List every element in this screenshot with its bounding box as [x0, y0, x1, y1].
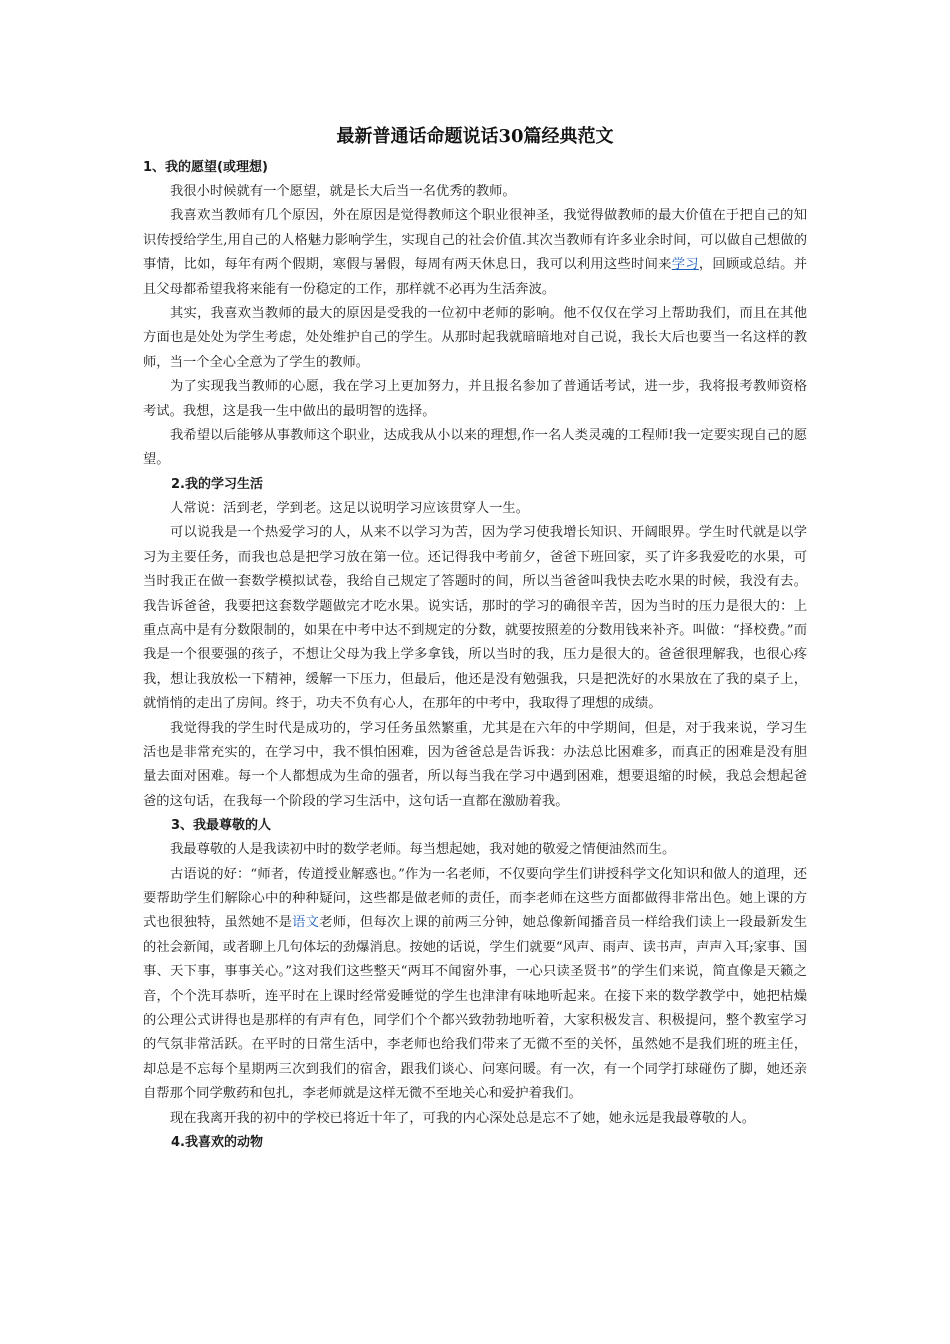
section-heading-2: 2.我的学习生活 — [171, 476, 263, 492]
section-heading-1: 1、我的愿望(或理想) — [143, 160, 268, 175]
paragraph: 我很小时候就有一个愿望，就是长大后当一名优秀的教师。 — [170, 184, 516, 199]
paragraph: 我希望以后能够从事教师这个职业，达成我从小以来的理想,作一名人类灵魂的工程师!我一定要实现自己的愿望。 — [143, 428, 807, 468]
paragraph: 人常说：活到老，学到老。这足以说明学习应该贯穿人一生。 — [170, 500, 530, 516]
paragraph-with-link — [143, 863, 807, 1107]
paragraph-text: 我喜欢当教师有几个原因，外在原因是觉得教师这个职业很神圣，我觉得做教师的最大价值在于把自己的知识传授给学生,用自己的人格魅力影响学生，实现自己的社会价值.其次当教师有许多业余时间，可以做自己想做的事情，比如，每年有两个假期，寒假与暑假，每周有两天休息日，我可以利用这些时间来 — [143, 208, 807, 273]
paragraph: 可以说我是一个热爱学习的人，从来不以学习为苦，因为学习使我增长知识、开阔眼界。学生时代就是以学习为主要任务，而我也总是把学习放在第一位。还记得我中考前夕，爸爸下班回家，买了许多我爱吃的水果，可当时我正在做一套数学模拟试卷，我给自己规定了答题时的间，所以当爸爸叫我快去吃水果的时候，我没有去。我告诉爸爸，我要把这套数学题做完才吃水果。说实话，那时的学习的确很辛苦，因为当时的压力是很大的：上重点高中是有分数限制的，如果在中考中达不到规定的分数，就要按照差的分数用钱来补齐。叫做：“择校费。”而我是一个很要强的孩子，不想让父母为我上学多拿钱，所以当时的我，压力是很大的。爸爸很理解我，也很心疼我，想让我放松一下精神，缓解一下压力，但最后，他还是没有勉强我，只是把洗好的水果放在了我的桌子上，就悄悄的走出了房间。终于，功夫不负有心人，在那年的中考中，我取得了理想的成绩。 — [143, 525, 807, 712]
paragraph-with-link — [143, 204, 807, 302]
section-heading-4: 4.我喜欢的动物 — [171, 1135, 263, 1151]
section-heading-3: 3、我最尊敬的人 — [171, 818, 272, 834]
document-content — [143, 124, 807, 1155]
paragraph: 其实，我喜欢当教师的最大的原因是受我的一位初中老师的影响。他不仅仅在学习上帮助我们，而且在其他方面也是处处为学生考虑，处处维护自己的学生。从那时起我就暗暗地对自己说，我长大后也要当一名这样的教师，当一个全心全意为了学生的教师。 — [143, 306, 807, 370]
paragraph-text: 古语说的好：“师者，传道授业解惑也。”作为一名老师，不仅要向学生们讲授科学文化知识和做人的道理，还要帮助学生们解除心中的种种疑问，这些都是做老师的责任，而李老师在这些方面都做得非常出色。她上课的方式也很独特，虽然她不是 — [143, 866, 807, 931]
study-link[interactable]: 学习 — [671, 257, 699, 273]
chinese-subject-link[interactable]: 语文 — [292, 915, 320, 931]
paragraph: 为了实现我当教师的心愿，我在学习上更加努力，并且报名参加了普通话考试，进一步，我将报考教师资格考试。我想，这是我一生中做出的最明智的选择。 — [143, 379, 807, 419]
paragraph-text: ，回顾或总结。并且父母都希望我将来能有一份稳定的工作，那样就不必再为生活奔波。 — [143, 257, 808, 297]
document-title: 最新普通话命题说话30篇经典范文 — [336, 126, 614, 147]
paragraph: 我觉得我的学生时代是成功的，学习任务虽然繁重，尤其是在六年的中学期间，但是，对于我来说，学习生活也是非常充实的，在学习中，我不惧怕困难，因为爸爸总是告诉我：办法总比困难多，而真正的困难是没有胆量去面对困难。每一个人都想成为生命的强者，所以每当我在学习中遇到困难，想要退缩的时候，我总会想起爸爸的这句话，在我每一个阶段的学习生活中，这句话一直都在激励着我。 — [143, 720, 807, 809]
paragraph: 我最尊敬的人是我读初中时的数学老师。每当想起她，我对她的敬爱之情便油然而生。 — [170, 842, 676, 858]
paragraph: 现在我离开我的初中的学校已将近十年了，可我的内心深处总是忘不了她，她永远是我最尊敬的人。 — [170, 1110, 756, 1126]
paragraph-text: 老师，但每次上课的前两三分钟，她总像新闻播音员一样给我们读上一段最新发生的社会新闻，或者聊上几句体坛的劲爆消息。按她的话说，学生们就要“风声、雨声、读书声，声声入耳;家事、国事、天下事，事事关心。”这对我们这些整天“两耳不闻窗外事，一心只读圣贤书”的学生们来说，简直像是天籁之音，个个洗耳恭听，连平时在上课时经常爱睡觉的学生也津津有味地听起来。在接下来的数学教学中，她把枯燥的公理公式讲得也是那样的有声有色，同学们个个都兴致勃勃地听着，大家积极发言、积极提问，整个教室学习的气氛非常活跃。在平时的日常生活中，李老师也给我们带来了无微不至的关怀，虽然她不是我们班的班主任，却总是不忘每个星期两三次到我们的宿舍，跟我们谈心、问寒问暖。有一次，有一个同学打球碰伤了脚，她还亲自帮那个同学敷药和包扎，李老师就是这样无微不至地关心和爱护着我们。 — [143, 915, 808, 1102]
